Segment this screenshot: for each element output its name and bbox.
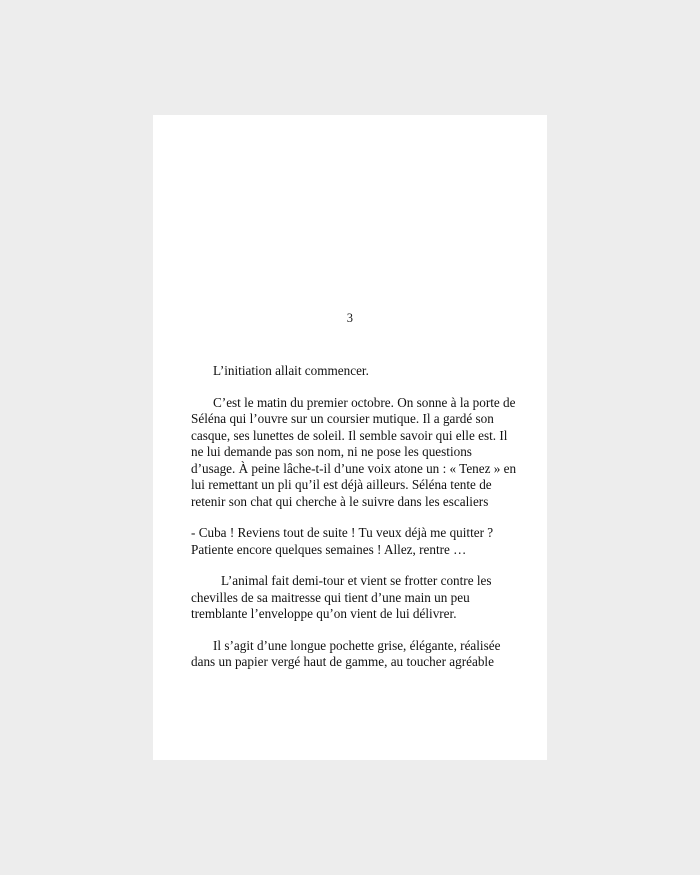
- paragraph: Il s’agit d’une longue pochette grise, élégante, réalisée dans un papier vergé haut de gamme, au toucher agréable: [191, 637, 501, 669]
- page-body-text: [191, 363, 517, 686]
- page-number: 3: [346, 311, 354, 325]
- paragraph: - Cuba ! Reviens tout de suite ! Tu veux déjà me quitter ? Patiente encore quelques semaines ! Allez, rentre …: [191, 525, 494, 557]
- paragraph: C’est le matin du premier octobre. On sonne à la porte de Séléna qui l’ouvre sur un coursier mutique. Il a gardé son casque, ses lunettes de soleil. Il semble savoir qui elle est. Il ne lui demande pas son nom, ni ne pose les questions d’usage. À peine lâche-t-il d’une voix atone un : « Tenez » en lui remettant un pli qu’il est déjà ailleurs. Séléna tente de retenir son chat qui cherche à le suivre dans les escaliers: [191, 394, 517, 509]
- paragraph: L’animal fait demi-tour et vient se frotter contre les chevilles de sa maitresse qui tient d’une main un peu tremblante l’enveloppe qu’on vient de lui délivrer.: [191, 573, 492, 621]
- document-page: [153, 115, 547, 760]
- paragraph: L’initiation allait commencer.: [213, 363, 369, 378]
